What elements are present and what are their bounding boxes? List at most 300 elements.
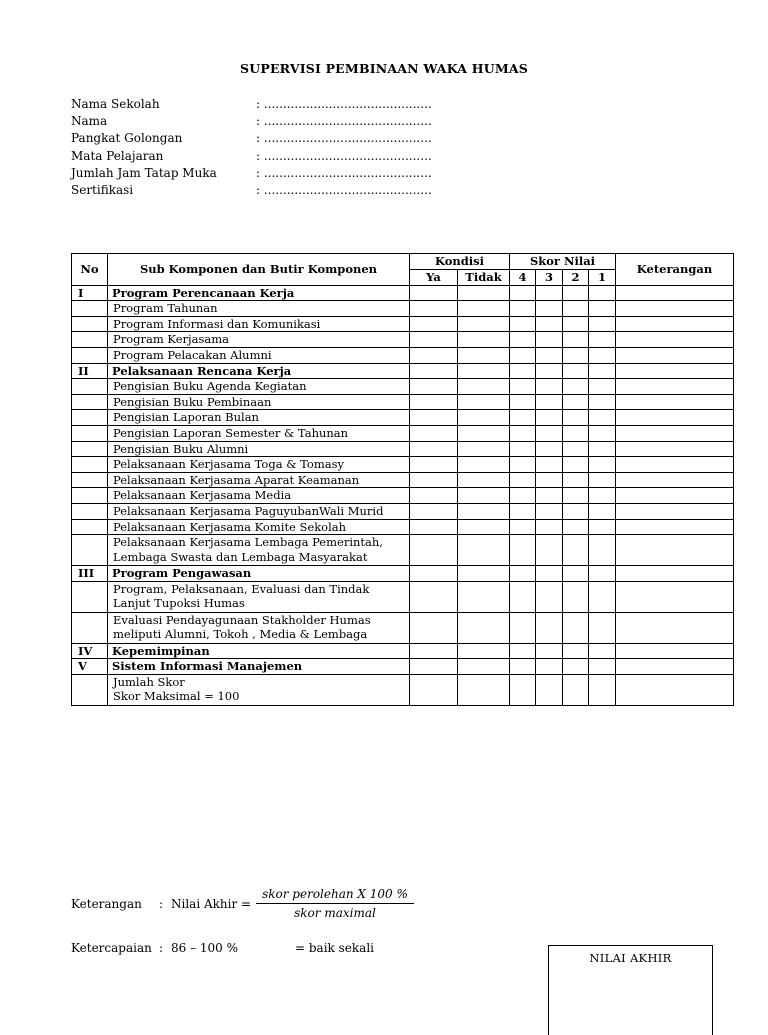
identity-value-field[interactable]: : ............................................ [256, 165, 432, 180]
identity-row [71, 113, 446, 130]
score-1-cell[interactable] [589, 316, 616, 332]
score-3-cell[interactable] [536, 503, 563, 519]
component-text: Pengisian Laporan Bulan [113, 410, 259, 425]
score-3-cell[interactable] [536, 519, 563, 535]
score-1-cell[interactable] [589, 394, 616, 410]
score-2-cell[interactable] [563, 674, 589, 705]
header-score-1: 1 [589, 270, 616, 286]
header-component: Sub Komponen dan Butir Komponen [108, 254, 410, 286]
component-item [108, 612, 410, 643]
component-text: Pengisian Buku Alumni [113, 441, 249, 456]
remarks-cell[interactable] [616, 363, 734, 379]
score-4-cell[interactable] [510, 659, 536, 675]
score-3-cell[interactable] [536, 643, 563, 659]
score-2-cell[interactable] [563, 472, 589, 488]
score-1-cell[interactable] [589, 441, 616, 457]
score-3-cell[interactable] [536, 566, 563, 582]
section-title [108, 363, 410, 379]
score-2-cell[interactable] [563, 612, 589, 643]
identity-row [71, 182, 446, 199]
score-3-cell[interactable] [536, 674, 563, 705]
score-1-cell[interactable] [589, 363, 616, 379]
score-1-cell[interactable] [589, 535, 616, 566]
no-cell[interactable] [458, 472, 510, 488]
row-number: III [72, 566, 108, 582]
no-cell[interactable] [458, 457, 510, 473]
score-2-cell[interactable] [563, 316, 589, 332]
score-3-cell[interactable] [536, 394, 563, 410]
remarks-cell[interactable] [616, 316, 734, 332]
yes-cell[interactable] [410, 410, 458, 426]
component-text: Program, Pelaksanaan, Evaluasi dan Tindak [113, 581, 370, 596]
component-item [108, 535, 410, 566]
score-1-cell[interactable] [589, 472, 616, 488]
score-3-cell[interactable] [536, 581, 563, 612]
component-text: Jumlah Skor [113, 674, 185, 689]
score-2-cell[interactable] [563, 363, 589, 379]
component-text: Pengisian Buku Pembinaan [113, 394, 272, 409]
identity-label: Jumlah Jam Tatap Muka [71, 165, 217, 180]
score-3-cell[interactable] [536, 472, 563, 488]
component-text: Evaluasi Pendayagunaan Stakholder Humas [113, 612, 371, 627]
header-no: No [72, 254, 108, 286]
no-cell[interactable] [458, 332, 510, 348]
table-row [72, 643, 734, 659]
component-text: Program Tahunan [113, 301, 218, 316]
row-number [72, 316, 108, 332]
notes-colon: : [159, 896, 164, 911]
score-2-cell[interactable] [563, 488, 589, 504]
component-item [108, 581, 410, 612]
component-item [108, 503, 410, 519]
component-item [108, 410, 410, 426]
remarks-cell[interactable] [616, 535, 734, 566]
table-row [72, 457, 734, 473]
component-text: Pelaksanaan Kerjasama Aparat Keamanan [113, 472, 360, 487]
row-number [72, 581, 108, 612]
score-3-cell[interactable] [536, 441, 563, 457]
table-row [72, 394, 734, 410]
row-number [72, 394, 108, 410]
score-1-cell[interactable] [589, 457, 616, 473]
score-3-cell[interactable] [536, 316, 563, 332]
score-1-cell[interactable] [589, 519, 616, 535]
identity-label: Mata Pelajaran [71, 148, 164, 163]
identity-row [71, 148, 446, 165]
achievement-colon: : [159, 941, 164, 955]
remarks-cell[interactable] [616, 488, 734, 504]
identity-label: Nama Sekolah [71, 97, 160, 111]
score-4-cell[interactable] [510, 488, 536, 504]
yes-cell[interactable] [410, 301, 458, 317]
identity-label: Pangkat Golongan [71, 131, 183, 146]
header-score-3: 3 [536, 270, 563, 286]
no-cell[interactable] [458, 581, 510, 612]
row-number [72, 503, 108, 519]
remarks-cell[interactable] [616, 674, 734, 705]
component-item [108, 379, 410, 395]
score-2-cell[interactable] [563, 410, 589, 426]
yes-cell[interactable] [410, 659, 458, 675]
score-3-cell[interactable] [536, 457, 563, 473]
yes-cell[interactable] [410, 566, 458, 582]
yes-cell[interactable] [410, 519, 458, 535]
score-4-cell[interactable] [510, 410, 536, 426]
score-1-cell[interactable] [589, 379, 616, 395]
yes-cell[interactable] [410, 535, 458, 566]
section-title [108, 566, 410, 582]
achievement-result: = baik sekali [295, 941, 374, 955]
component-text-line2: Skor Maksimal = 100 [113, 689, 240, 704]
score-1-cell[interactable] [589, 410, 616, 426]
row-number: I [72, 285, 108, 301]
score-2-cell[interactable] [563, 379, 589, 395]
score-2-cell[interactable] [563, 441, 589, 457]
score-1-cell[interactable] [589, 425, 616, 441]
component-text-line2: Lembaga Swasta dan Lembaga Masyarakat [113, 549, 368, 564]
component-text: Program Informasi dan Komunikasi [113, 316, 321, 331]
yes-cell[interactable] [410, 457, 458, 473]
no-cell[interactable] [458, 674, 510, 705]
score-2-cell[interactable] [563, 643, 589, 659]
yes-cell[interactable] [410, 347, 458, 363]
identity-row [71, 130, 446, 147]
component-text: Program Pengawasan [112, 566, 252, 581]
no-cell[interactable] [458, 301, 510, 317]
identity-label: Sertifikasi [71, 183, 134, 198]
remarks-cell[interactable] [616, 566, 734, 582]
achievement-label: Ketercapaian [71, 941, 152, 955]
row-number [72, 519, 108, 535]
table-row [72, 285, 734, 301]
component-item [108, 316, 410, 332]
component-text-line2: Lanjut Tupoksi Humas [113, 596, 245, 611]
notes-label: Keterangan [71, 896, 142, 911]
component-text: Pengisian Buku Agenda Kegiatan [113, 379, 307, 394]
no-cell[interactable] [458, 503, 510, 519]
header-condition: Kondisi [410, 254, 510, 270]
header-score-2: 2 [563, 270, 589, 286]
component-item [108, 674, 410, 705]
component-item [108, 441, 410, 457]
score-4-cell[interactable] [510, 674, 536, 705]
score-1-cell[interactable] [589, 503, 616, 519]
header-yes: Ya [410, 270, 458, 286]
score-4-cell[interactable] [510, 285, 536, 301]
score-4-cell[interactable] [510, 643, 536, 659]
score-2-cell[interactable] [563, 581, 589, 612]
score-4-cell[interactable] [510, 347, 536, 363]
remarks-cell[interactable] [616, 347, 734, 363]
component-item [108, 425, 410, 441]
component-item [108, 457, 410, 473]
yes-cell[interactable] [410, 472, 458, 488]
formula-denominator: skor maximal [294, 906, 376, 920]
score-4-cell[interactable] [510, 425, 536, 441]
remarks-cell[interactable] [616, 457, 734, 473]
no-cell[interactable] [458, 363, 510, 379]
row-number: V [72, 659, 108, 675]
yes-cell[interactable] [410, 363, 458, 379]
header-score-4: 4 [510, 270, 536, 286]
table-row [72, 332, 734, 348]
remarks-cell[interactable] [616, 581, 734, 612]
component-text: Pelaksanaan Kerjasama PaguyubanWali Murid [113, 503, 384, 518]
no-cell[interactable] [458, 347, 510, 363]
score-4-cell[interactable] [510, 394, 536, 410]
row-number [72, 535, 108, 566]
component-text: Pelaksanaan Kerjasama Toga & Tomasy [113, 457, 344, 472]
component-text: Program Perencanaan Kerja [112, 285, 295, 300]
identity-value-field[interactable]: : ............................................ [256, 183, 432, 198]
row-number [72, 457, 108, 473]
score-2-cell[interactable] [563, 519, 589, 535]
score-4-cell[interactable] [510, 363, 536, 379]
section-title [108, 643, 410, 659]
component-text-line2: meliputi Alumni, Tokoh , Media & Lembaga [113, 627, 368, 642]
remarks-cell[interactable] [616, 379, 734, 395]
remarks-cell[interactable] [616, 643, 734, 659]
supervision-table [71, 253, 734, 706]
table-row [72, 535, 734, 566]
no-cell[interactable] [458, 659, 510, 675]
score-4-cell[interactable] [510, 457, 536, 473]
score-1-cell[interactable] [589, 332, 616, 348]
remarks-cell[interactable] [616, 410, 734, 426]
no-cell[interactable] [458, 410, 510, 426]
identity-row [71, 165, 446, 182]
yes-cell[interactable] [410, 612, 458, 643]
yes-cell[interactable] [410, 581, 458, 612]
score-3-cell[interactable] [536, 425, 563, 441]
score-1-cell[interactable] [589, 301, 616, 317]
no-cell[interactable] [458, 566, 510, 582]
score-4-cell[interactable] [510, 535, 536, 566]
row-number [72, 301, 108, 317]
table-row [72, 347, 734, 363]
score-3-cell[interactable] [536, 612, 563, 643]
score-4-cell[interactable] [510, 503, 536, 519]
identity-label: Nama [71, 114, 108, 129]
remarks-cell[interactable] [616, 659, 734, 675]
table-row [72, 674, 734, 705]
row-number [72, 612, 108, 643]
score-3-cell[interactable] [536, 301, 563, 317]
formula-numerator: skor perolehan X 100 % [256, 887, 414, 904]
no-cell[interactable] [458, 316, 510, 332]
score-2-cell[interactable] [563, 285, 589, 301]
no-cell[interactable] [458, 535, 510, 566]
score-1-cell[interactable] [589, 347, 616, 363]
yes-cell[interactable] [410, 643, 458, 659]
header-remarks: Keterangan [616, 254, 734, 286]
component-text: Pelaksanaan Kerjasama Media [113, 488, 292, 503]
score-3-cell[interactable] [536, 379, 563, 395]
row-number [72, 488, 108, 504]
score-3-cell[interactable] [536, 363, 563, 379]
score-4-cell[interactable] [510, 612, 536, 643]
table-row [72, 659, 734, 675]
score-4-cell[interactable] [510, 441, 536, 457]
identity-value-field[interactable]: : ............................................ [256, 97, 432, 111]
table-row [72, 566, 734, 582]
yes-cell[interactable] [410, 332, 458, 348]
remarks-cell[interactable] [616, 441, 734, 457]
score-4-cell[interactable] [510, 519, 536, 535]
row-number [72, 674, 108, 705]
yes-cell[interactable] [410, 503, 458, 519]
no-cell[interactable] [458, 285, 510, 301]
score-3-cell[interactable] [536, 347, 563, 363]
component-item [108, 347, 410, 363]
row-number [72, 410, 108, 426]
row-number [72, 332, 108, 348]
score-3-cell[interactable] [536, 332, 563, 348]
no-cell[interactable] [458, 488, 510, 504]
final-score-label: NILAI AKHIR [589, 951, 672, 965]
header-score: Skor Nilai [510, 254, 616, 270]
section-title [108, 659, 410, 675]
component-item [108, 519, 410, 535]
table-row [72, 363, 734, 379]
score-4-cell[interactable] [510, 301, 536, 317]
score-2-cell[interactable] [563, 659, 589, 675]
yes-cell[interactable] [410, 488, 458, 504]
no-cell[interactable] [458, 441, 510, 457]
yes-cell[interactable] [410, 285, 458, 301]
formula-note [71, 887, 414, 920]
component-item [108, 488, 410, 504]
score-2-cell[interactable] [563, 566, 589, 582]
score-3-cell[interactable] [536, 659, 563, 675]
table-row [72, 316, 734, 332]
score-1-cell[interactable] [589, 674, 616, 705]
remarks-cell[interactable] [616, 332, 734, 348]
score-2-cell[interactable] [563, 394, 589, 410]
score-2-cell[interactable] [563, 535, 589, 566]
table-row [72, 503, 734, 519]
score-3-cell[interactable] [536, 488, 563, 504]
row-number [72, 425, 108, 441]
row-number [72, 441, 108, 457]
score-1-cell[interactable] [589, 488, 616, 504]
no-cell[interactable] [458, 643, 510, 659]
score-2-cell[interactable] [563, 301, 589, 317]
row-number [72, 472, 108, 488]
identity-row [71, 96, 446, 113]
row-number [72, 379, 108, 395]
yes-cell[interactable] [410, 674, 458, 705]
table-row [72, 472, 734, 488]
formula-fraction [256, 887, 414, 920]
table-row [72, 301, 734, 317]
component-text: Pelaksanaan Kerjasama Lembaga Pemerintah, [113, 535, 383, 550]
table-row [72, 410, 734, 426]
no-cell[interactable] [458, 519, 510, 535]
header-no-condition: Tidak [458, 270, 510, 286]
score-3-cell[interactable] [536, 410, 563, 426]
score-1-cell[interactable] [589, 581, 616, 612]
component-text: Program Kerjasama [113, 332, 229, 347]
remarks-cell[interactable] [616, 472, 734, 488]
component-text: Pelaksanaan Rencana Kerja [112, 363, 292, 378]
component-text: Sistem Informasi Manajemen [112, 659, 303, 674]
achievement-range: 86 – 100 % [171, 941, 239, 955]
remarks-cell[interactable] [616, 425, 734, 441]
component-item [108, 472, 410, 488]
no-cell[interactable] [458, 612, 510, 643]
score-4-cell[interactable] [510, 316, 536, 332]
score-1-cell[interactable] [589, 612, 616, 643]
score-4-cell[interactable] [510, 566, 536, 582]
remarks-cell[interactable] [616, 394, 734, 410]
table-row [72, 379, 734, 395]
table-body [72, 285, 734, 705]
component-item [108, 394, 410, 410]
section-title [108, 285, 410, 301]
score-1-cell[interactable] [589, 643, 616, 659]
yes-cell[interactable] [410, 379, 458, 395]
table-row [72, 581, 734, 612]
table-row [72, 441, 734, 457]
component-item [108, 301, 410, 317]
final-score-box [548, 945, 713, 1035]
component-text: Program Pelacakan Alumni [113, 347, 272, 362]
table-row [72, 519, 734, 535]
component-item [108, 332, 410, 348]
table-row [72, 488, 734, 504]
component-text: Kepemimpinan [112, 643, 210, 658]
score-4-cell[interactable] [510, 581, 536, 612]
score-1-cell[interactable] [589, 285, 616, 301]
table-row [72, 425, 734, 441]
table-row [72, 612, 734, 643]
score-3-cell[interactable] [536, 285, 563, 301]
identity-value-field[interactable]: : ............................................ [256, 114, 432, 129]
score-2-cell[interactable] [563, 347, 589, 363]
no-cell[interactable] [458, 425, 510, 441]
score-4-cell[interactable] [510, 332, 536, 348]
remarks-cell[interactable] [616, 503, 734, 519]
page-title: SUPERVISI PEMBINAAN WAKA HUMAS [240, 61, 528, 76]
score-3-cell[interactable] [536, 535, 563, 566]
remarks-cell[interactable] [616, 301, 734, 317]
formula-prefix: Nilai Akhir = [171, 896, 252, 911]
achievement-note [71, 941, 374, 955]
score-4-cell[interactable] [510, 472, 536, 488]
score-4-cell[interactable] [510, 379, 536, 395]
no-cell[interactable] [458, 394, 510, 410]
identity-value-field[interactable]: : ............................................ [256, 131, 432, 146]
no-cell[interactable] [458, 379, 510, 395]
yes-cell[interactable] [410, 425, 458, 441]
score-2-cell[interactable] [563, 503, 589, 519]
remarks-cell[interactable] [616, 285, 734, 301]
score-2-cell[interactable] [563, 457, 589, 473]
score-1-cell[interactable] [589, 566, 616, 582]
component-text: Pelaksanaan Kerjasama Komite Sekolah [113, 519, 347, 534]
score-1-cell[interactable] [589, 659, 616, 675]
yes-cell[interactable] [410, 316, 458, 332]
row-number [72, 347, 108, 363]
score-2-cell[interactable] [563, 332, 589, 348]
score-2-cell[interactable] [563, 425, 589, 441]
identity-value-field[interactable]: : ............................................ [256, 148, 432, 163]
yes-cell[interactable] [410, 441, 458, 457]
remarks-cell[interactable] [616, 519, 734, 535]
yes-cell[interactable] [410, 394, 458, 410]
remarks-cell[interactable] [616, 612, 734, 643]
